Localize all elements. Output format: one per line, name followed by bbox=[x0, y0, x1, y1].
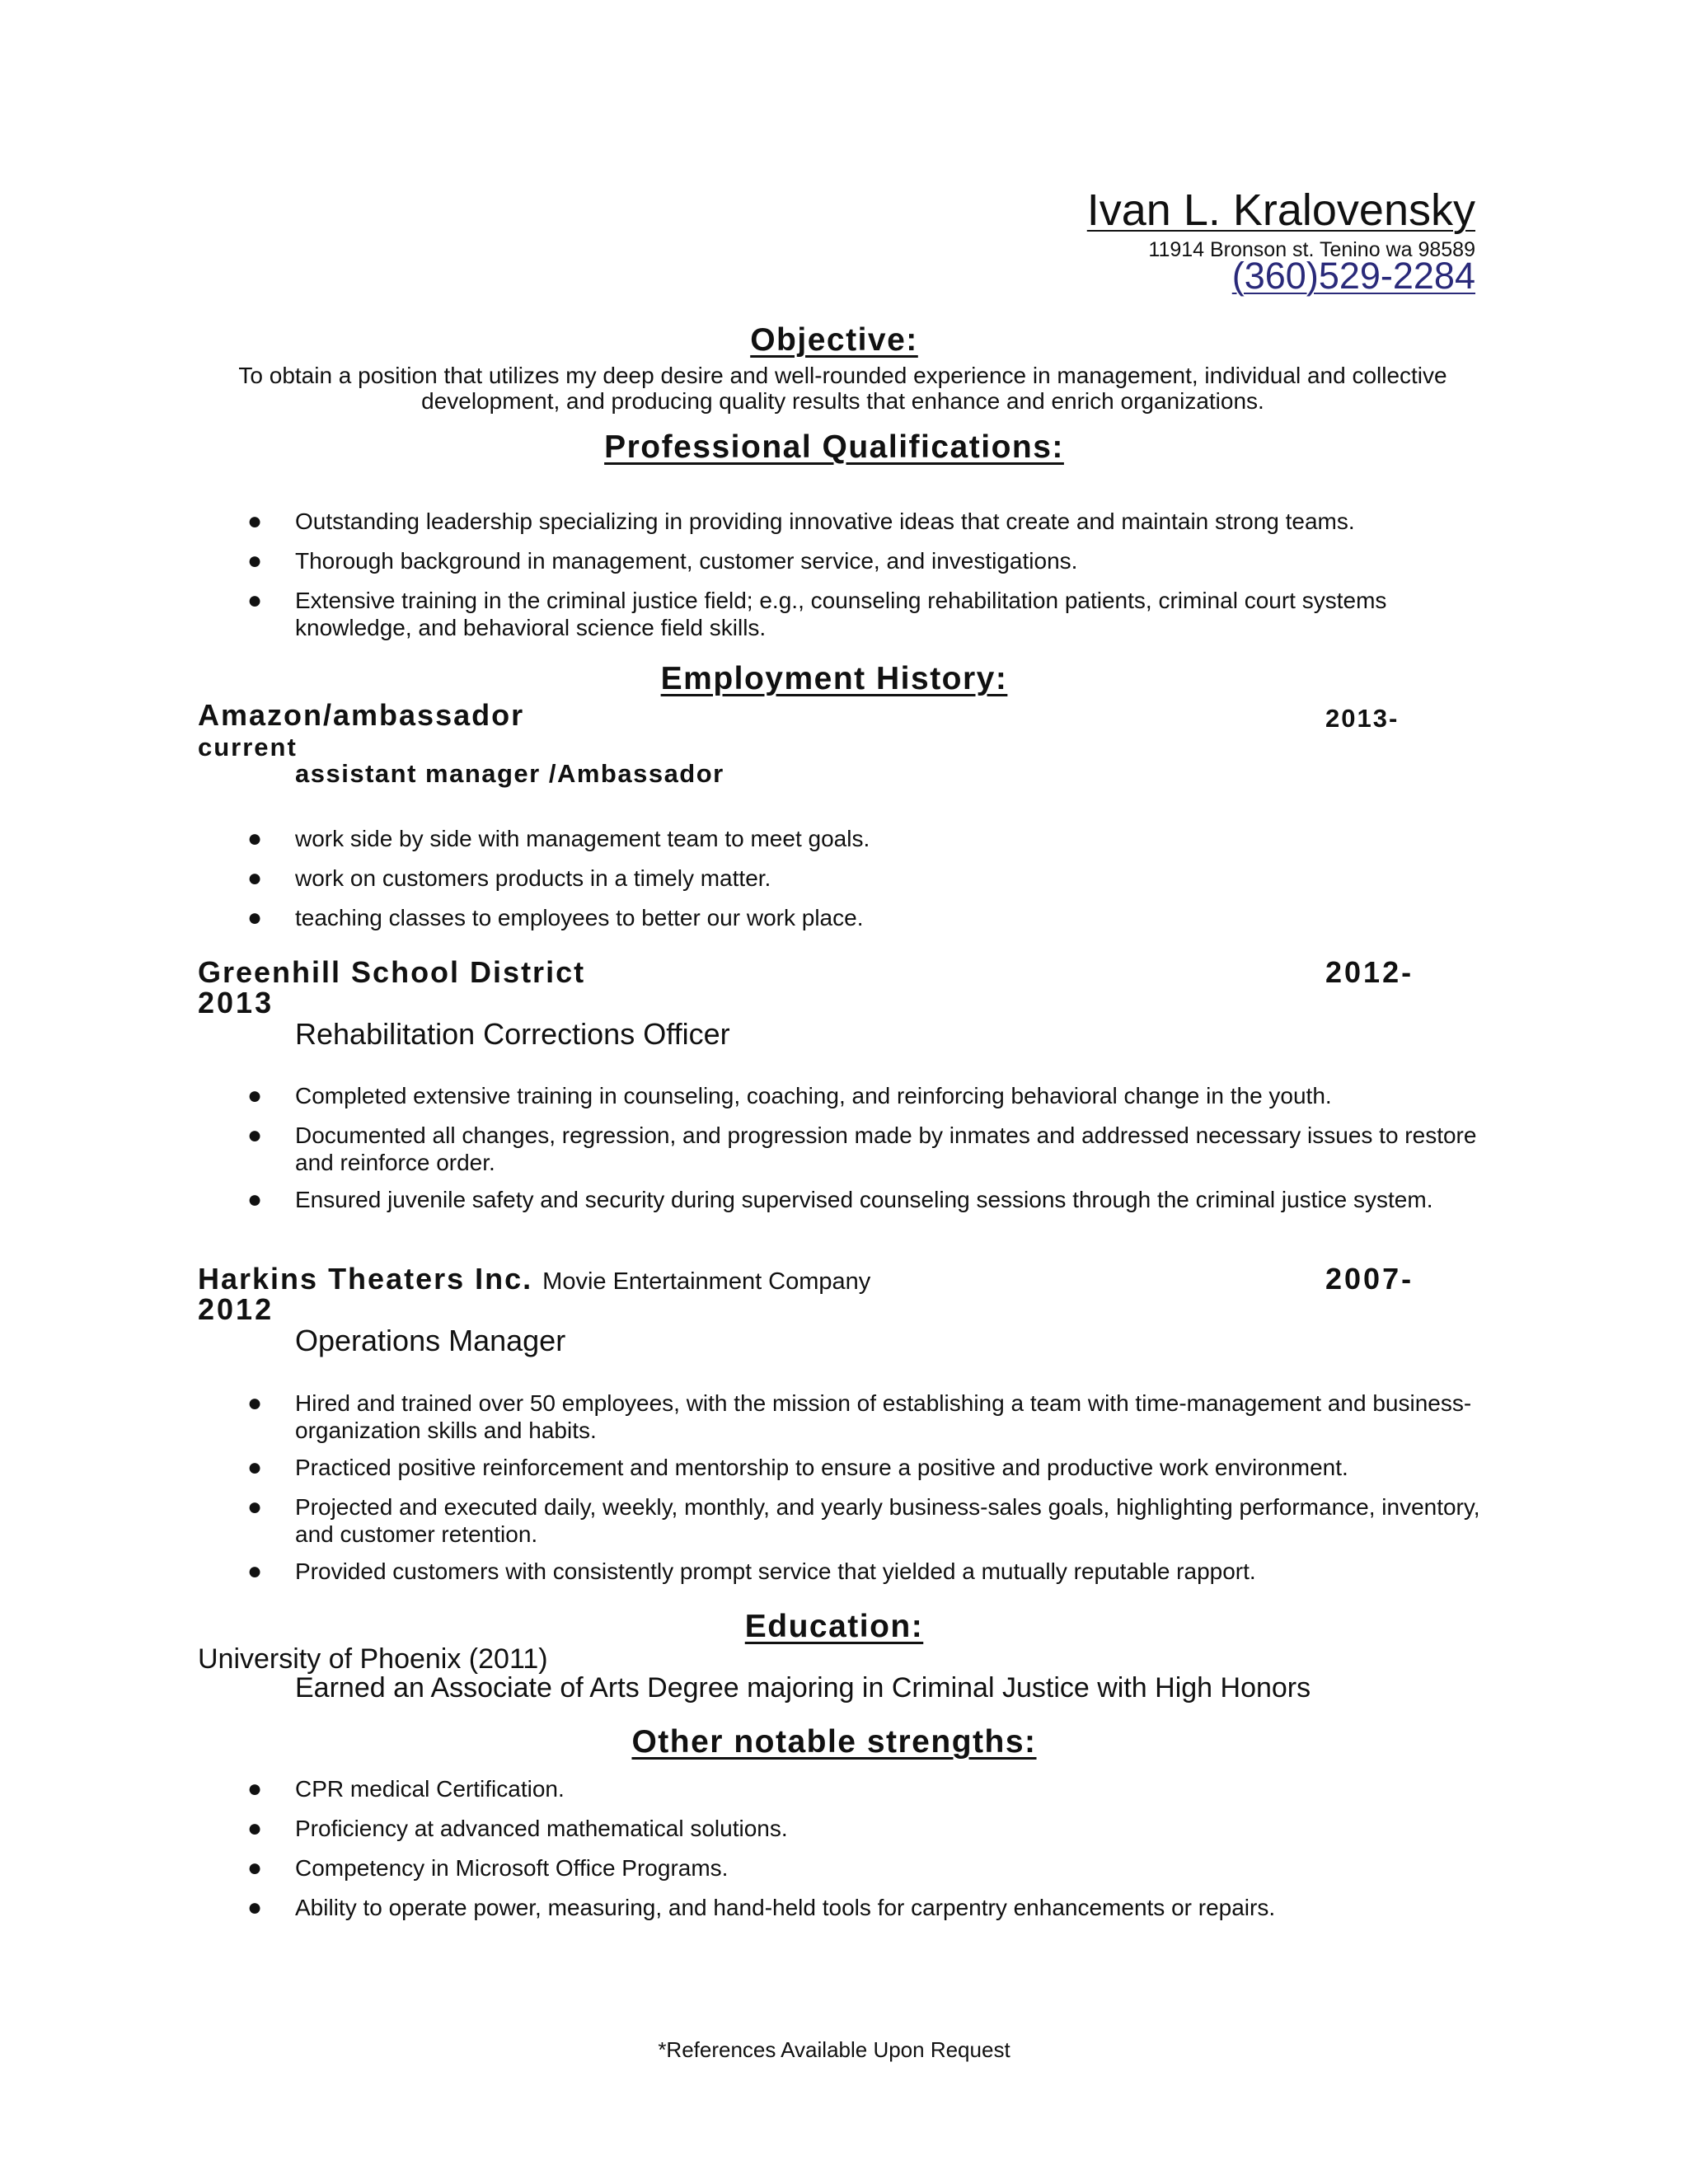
objective-heading: Objective: bbox=[750, 322, 918, 358]
bullet-icon: ● bbox=[247, 1082, 263, 1109]
bullet-icon: ● bbox=[247, 1454, 263, 1481]
job-bullet-text: work on customers products in a timely matter. bbox=[295, 865, 771, 891]
job-company: Greenhill School District bbox=[198, 955, 586, 989]
employment-heading: Employment History: bbox=[660, 661, 1008, 696]
strength-text: Proficiency at advanced mathematical solutions. bbox=[295, 1816, 788, 1841]
bullet-icon: ● bbox=[247, 1186, 263, 1213]
education-heading: Education: bbox=[744, 1609, 924, 1644]
candidate-address: 11914 Bronson st. Tenino wa 98589 bbox=[1148, 238, 1475, 261]
job-bullet-text: Projected and executed daily, weekly, monthly, and yearly business-sales goals, highlighting performance, inventory, and customer retention. bbox=[295, 1494, 1480, 1547]
qualification-text: Outstanding leadership specializing in providing innovative ideas that create and maintain strong teams. bbox=[295, 509, 1355, 534]
job-bullet-text: Documented all changes, regression, and progression made by inmates and addressed necessary issues to restore and reinforce order. bbox=[295, 1122, 1477, 1175]
job-years-end: current bbox=[198, 733, 298, 762]
job-company bbox=[198, 1263, 870, 1296]
job-bullet-text: Practiced positive reinforcement and mentorship to ensure a positive and productive work environment. bbox=[295, 1455, 1348, 1480]
job-bullet-text: work side by side with management team to meet goals. bbox=[295, 826, 870, 851]
job-years-end: 2013 bbox=[198, 986, 274, 1019]
bullet-icon: ● bbox=[247, 508, 263, 535]
job-company-name: Harkins Theaters Inc. bbox=[198, 1262, 533, 1296]
job-years-end: 2012 bbox=[198, 1292, 274, 1326]
education-school: University of Phoenix (2011) bbox=[198, 1643, 548, 1675]
bullet-icon: ● bbox=[247, 865, 263, 892]
bullet-icon: ● bbox=[247, 1390, 263, 1417]
bullet-icon: ● bbox=[247, 904, 263, 931]
job-role: Operations Manager bbox=[295, 1324, 566, 1357]
bullet-icon: ● bbox=[247, 825, 263, 852]
candidate-name: Ivan L. Kralovensky bbox=[1086, 185, 1475, 235]
job-years-start: 2013- bbox=[1325, 704, 1400, 733]
job-years-start: 2007- bbox=[1325, 1262, 1414, 1296]
job-bullet-text: teaching classes to employees to better our work place. bbox=[295, 905, 864, 930]
bullet-icon: ● bbox=[247, 1122, 263, 1149]
strength-text: CPR medical Certification. bbox=[295, 1776, 565, 1802]
bullet-icon: ● bbox=[247, 1854, 263, 1882]
education-degree: Earned an Associate of Arts Degree majoring in Criminal Justice with High Honors bbox=[295, 1672, 1311, 1704]
objective-text: To obtain a position that utilizes my deep desire and well-rounded experience in management, individual and collective development, and producing quality results that enhance and enrich organizations. bbox=[238, 363, 1447, 414]
job-bullet-text: Completed extensive training in counseling, coaching, and reinforcing behavioral change in the youth. bbox=[295, 1083, 1332, 1108]
job-role: assistant manager /Ambassador bbox=[295, 759, 724, 788]
job-bullet-text: Ensured juvenile safety and security during supervised counseling sessions through the criminal justice system. bbox=[295, 1187, 1433, 1212]
references-note: *References Available Upon Request bbox=[658, 2037, 1010, 2062]
candidate-phone-link[interactable]: (360)529-2284 bbox=[1231, 255, 1475, 297]
bullet-icon: ● bbox=[247, 1558, 263, 1585]
job-years-start: 2012- bbox=[1325, 955, 1414, 989]
bullet-icon: ● bbox=[247, 1815, 263, 1842]
qualification-text: Thorough background in management, customer service, and investigations. bbox=[295, 548, 1078, 574]
job-bullet-text: Provided customers with consistently prompt service that yielded a mutually reputable rapport. bbox=[295, 1558, 1256, 1584]
bullet-icon: ● bbox=[247, 587, 263, 614]
bullet-icon: ● bbox=[247, 1493, 263, 1521]
bullet-icon: ● bbox=[247, 1775, 263, 1802]
job-company-subtitle: Movie Entertainment Company bbox=[542, 1268, 871, 1295]
job-company: Amazon/ambassador bbox=[198, 698, 525, 732]
qualification-text: Extensive training in the criminal justice field; e.g., counseling rehabilitation patients, criminal court systems knowledge, and behavioral science field skills. bbox=[295, 588, 1387, 640]
strength-text: Competency in Microsoft Office Programs. bbox=[295, 1855, 729, 1881]
qualifications-heading: Professional Qualifications: bbox=[604, 429, 1064, 465]
bullet-icon: ● bbox=[247, 1894, 263, 1921]
strength-text: Ability to operate power, measuring, and hand-held tools for carpentry enhancements or repairs. bbox=[295, 1895, 1276, 1920]
job-role: Rehabilitation Corrections Officer bbox=[295, 1017, 730, 1051]
strengths-heading: Other notable strengths: bbox=[631, 1724, 1037, 1760]
bullet-icon: ● bbox=[247, 547, 263, 574]
job-bullet-text: Hired and trained over 50 employees, with the mission of establishing a team with time-management and business-organization skills and habits. bbox=[295, 1390, 1472, 1443]
